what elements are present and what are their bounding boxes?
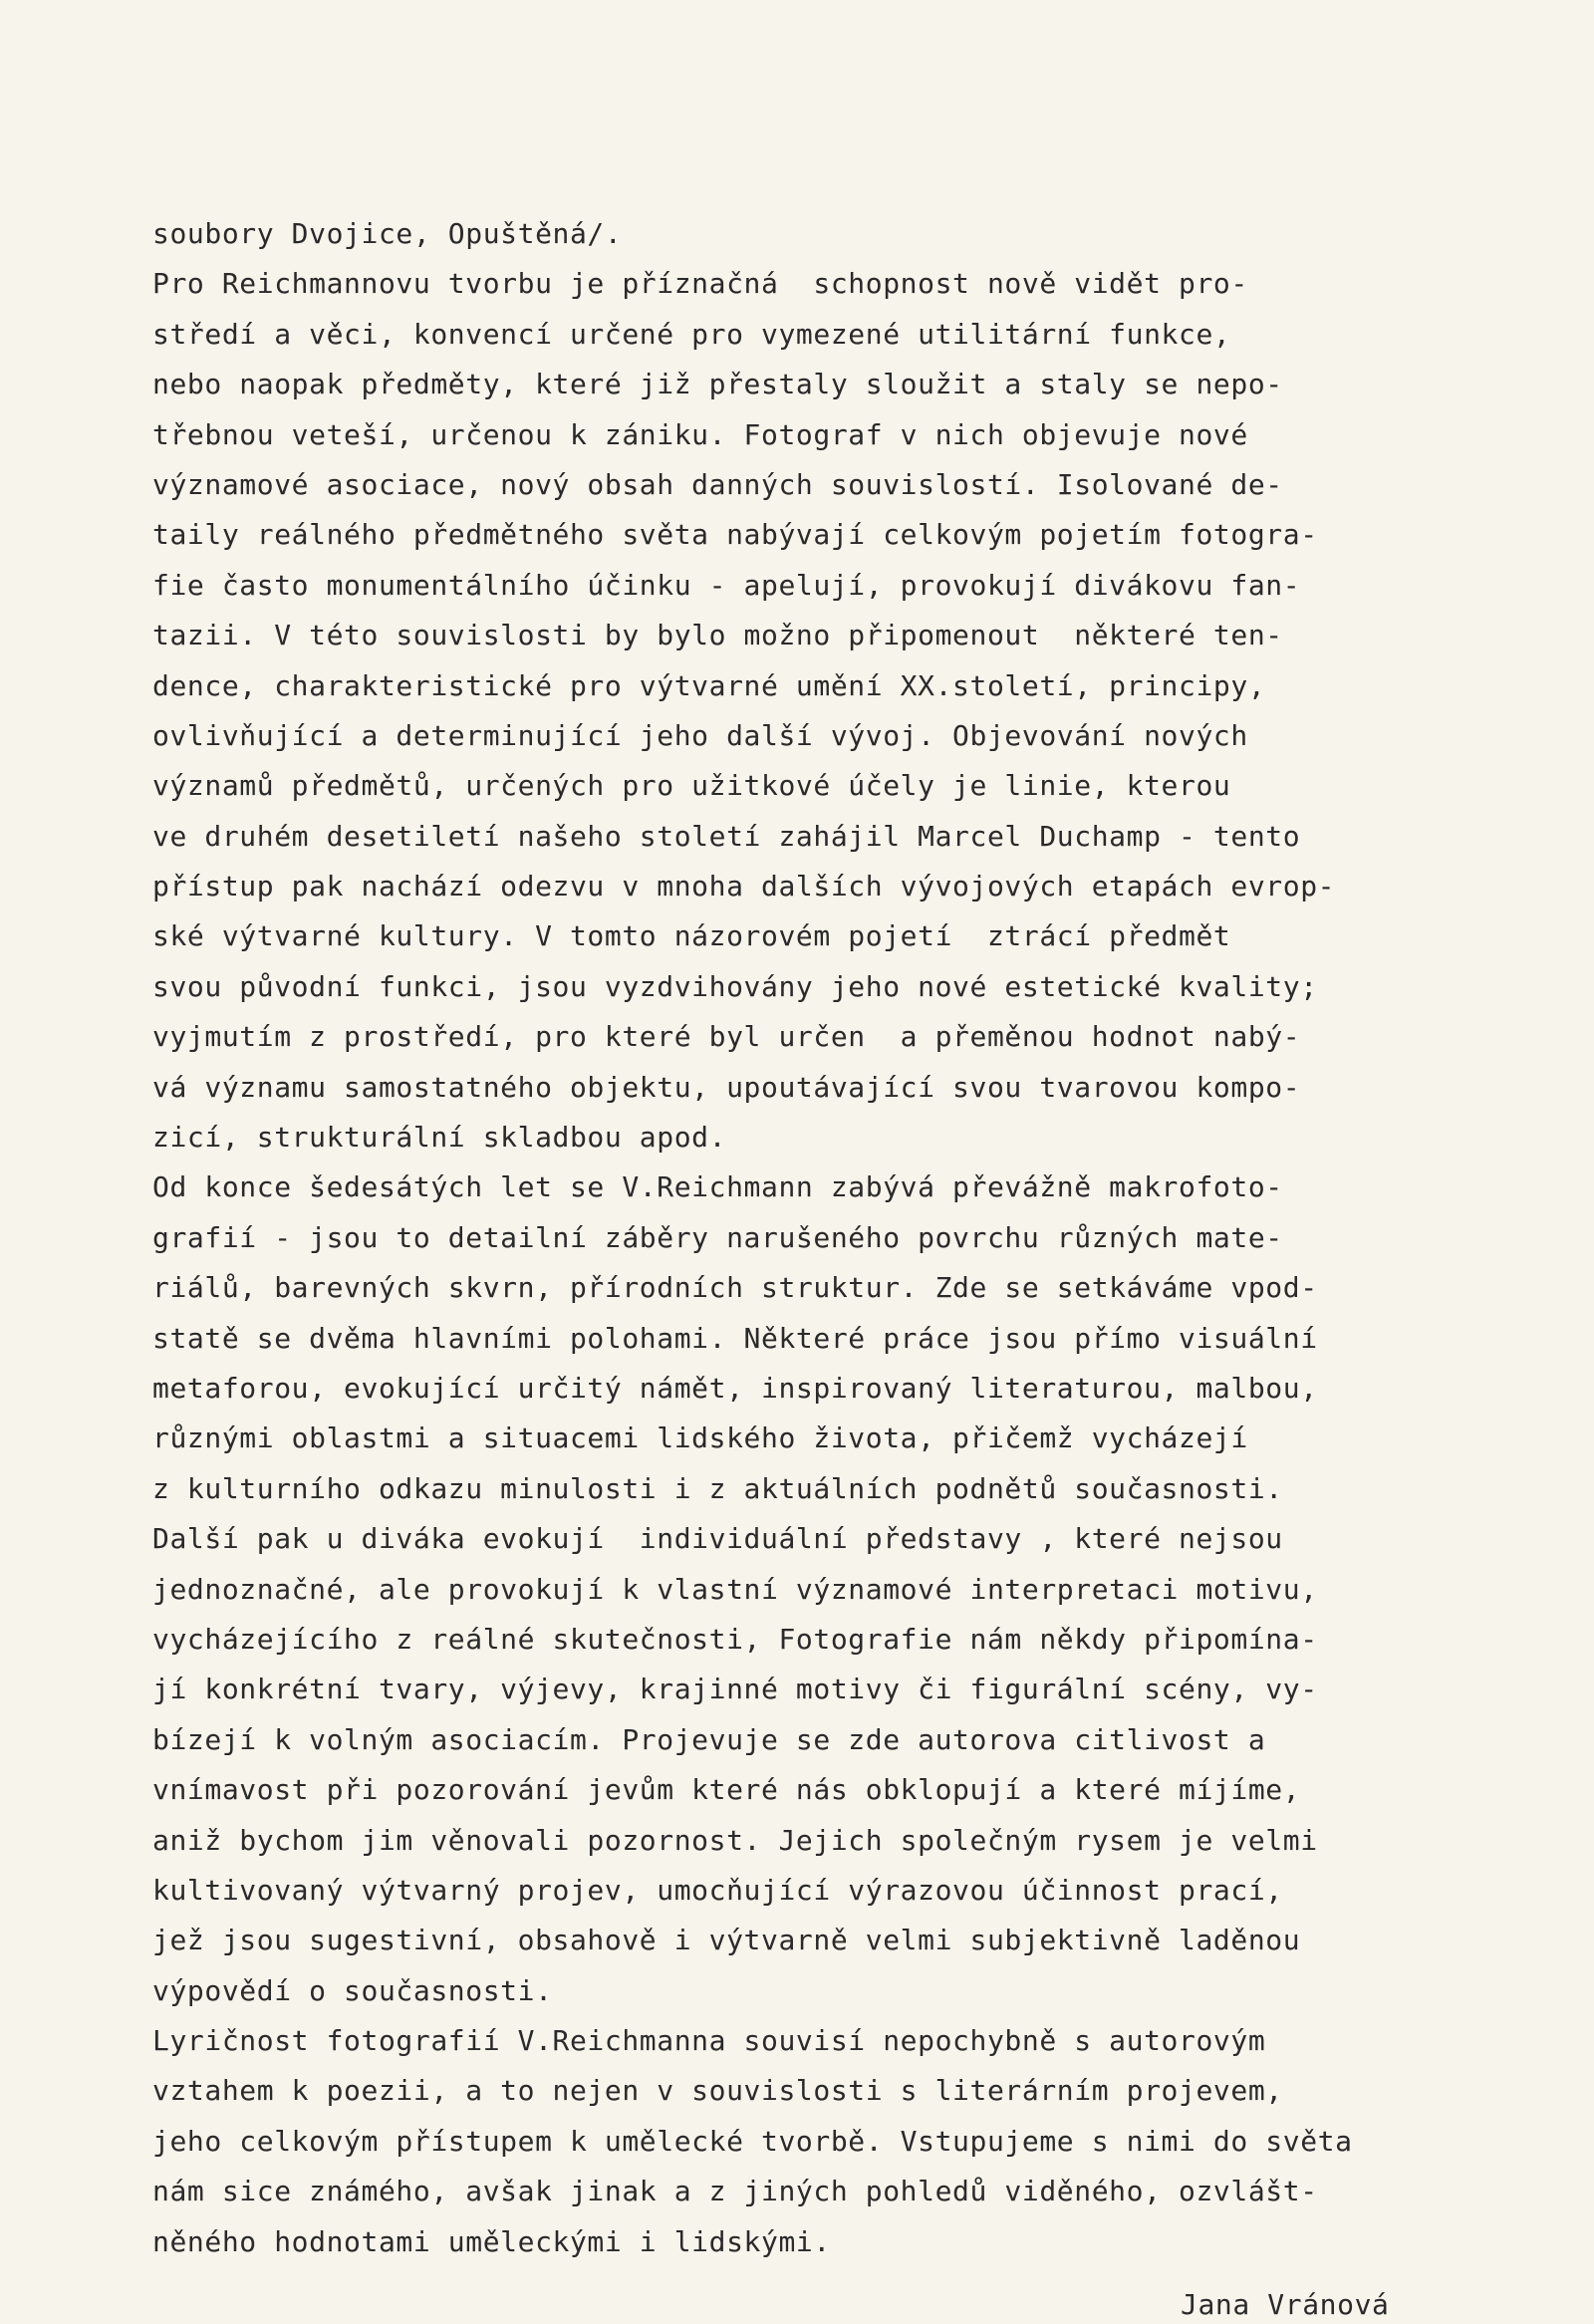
text-line: vnímavost při pozorování jevům které nás obklopují a které míjíme,: [152, 1773, 1301, 1807]
text-line: významů předmětů, určených pro užitkové účely je linie, kterou: [152, 769, 1231, 803]
text-line: taily reálného předmětného světa nabývají celkovým pojetím fotogra-: [152, 518, 1318, 552]
text-line: vycházejícího z reálné skutečnosti, Fotografie nám někdy připomína-: [152, 1622, 1318, 1656]
text-line: aniž bychom jim věnovali pozornost. Jejich společným rysem je velmi: [152, 1823, 1318, 1857]
author-signature: Jana Vránová: [1181, 2288, 1390, 2321]
text-line: fie často monumentálního účinku - apelují, provokují divákovu fan-: [152, 568, 1301, 602]
text-line: soubory Dvojice, Opuštěná/.: [152, 217, 623, 250]
text-line: grafií - jsou to detailní záběry narušeného povrchu různých mate-: [152, 1220, 1283, 1254]
text-line: ve druhém desetiletí našeho století zahájil Marcel Duchamp - tento: [152, 819, 1301, 853]
text-line: třebnou veteší, určenou k zániku. Fotograf v nich objevuje nové: [152, 417, 1248, 451]
text-line: vá významu samostatného objektu, upoutávající svou tvarovou kompo-: [152, 1070, 1301, 1104]
text-line: jednoznačné, ale provokují k vlastní významové interpretaci motivu,: [152, 1572, 1318, 1606]
text-line: vztahem k poezii, a to nejen v souvislosti s literárním projevem,: [152, 2074, 1283, 2108]
text-line: přístup pak nachází odezvu v mnoha dalších vývojových etapách evrop-: [152, 870, 1336, 904]
text-line: ovlivňující a determinující jeho další vývoj. Objevování nových: [152, 718, 1248, 752]
text-line: jeho celkovým přístupem k umělecké tvorbě. Vstupujeme s nimi do světa: [152, 2124, 1353, 2158]
text-line: jež jsou sugestivní, obsahově i výtvarně velmi subjektivně laděnou: [152, 1924, 1301, 1957]
text-line: něného hodnotami uměleckými i lidskými.: [152, 2224, 831, 2258]
text-line: středí a věci, konvencí určené pro vymezené utilitární funkce,: [152, 317, 1231, 351]
text-line: statě se dvěma hlavními polohami. Některé práce jsou přímo visuální: [152, 1321, 1318, 1355]
text-line: bízejí k volným asociacím. Projevuje se zde autorova citlivost a: [152, 1722, 1266, 1756]
text-line: riálů, barevných skvrn, přírodních struktur. Zde se setkáváme vpod-: [152, 1271, 1318, 1305]
text-line: Pro Reichmannovu tvorbu je příznačná schopnost nově vidět pro-: [152, 267, 1248, 301]
text-line: nebo naopak předměty, které již přestaly sloužit a staly se nepo-: [152, 368, 1283, 401]
text-line: různými oblastmi a situacemi lidského života, přičemž vycházejí: [152, 1421, 1248, 1455]
text-line: jí konkrétní tvary, výjevy, krajinné motivy či figurální scény, vy-: [152, 1673, 1318, 1706]
body-text: [152, 209, 1567, 2267]
text-line: Další pak u diváka evokují individuální představy , které nejsou: [152, 1522, 1283, 1556]
text-line: významové asociace, nový obsah danných souvislostí. Isolované de-: [152, 467, 1283, 501]
text-line: ské výtvarné kultury. V tomto názorovém pojetí ztrácí předmět: [152, 919, 1231, 953]
text-line: kultivovaný výtvarný projev, umocňující výrazovou účinnost prací,: [152, 1873, 1283, 1907]
text-line: Od konce šedesátých let se V.Reichmann zabývá převážně makrofoto-: [152, 1170, 1283, 1204]
text-line: z kulturního odkazu minulosti i z aktuálních podnětů současnosti.: [152, 1471, 1283, 1505]
text-line: výpovědí o současnosti.: [152, 1973, 553, 2007]
text-line: tazii. V této souvislosti by bylo možno připomenout některé ten-: [152, 619, 1283, 652]
text-line: nám sice známého, avšak jinak a z jiných pohledů viděného, ozvlášt-: [152, 2175, 1318, 2208]
text-line: Lyričnost fotografií V.Reichmanna souvisí nepochybně s autorovým: [152, 2024, 1266, 2058]
text-line: zicí, strukturální skladbou apod.: [152, 1121, 727, 1155]
text-line: vyjmutím z prostředí, pro které byl určen a přeměnou hodnot nabý-: [152, 1020, 1301, 1054]
text-line: dence, charakteristické pro výtvarné umění XX.století, principy,: [152, 668, 1266, 702]
text-line: metaforou, evokující určitý námět, inspirovaný literaturou, malbou,: [152, 1371, 1318, 1405]
text-line: svou původní funkci, jsou vyzdvihovány jeho nové estetické kvality;: [152, 969, 1318, 1003]
